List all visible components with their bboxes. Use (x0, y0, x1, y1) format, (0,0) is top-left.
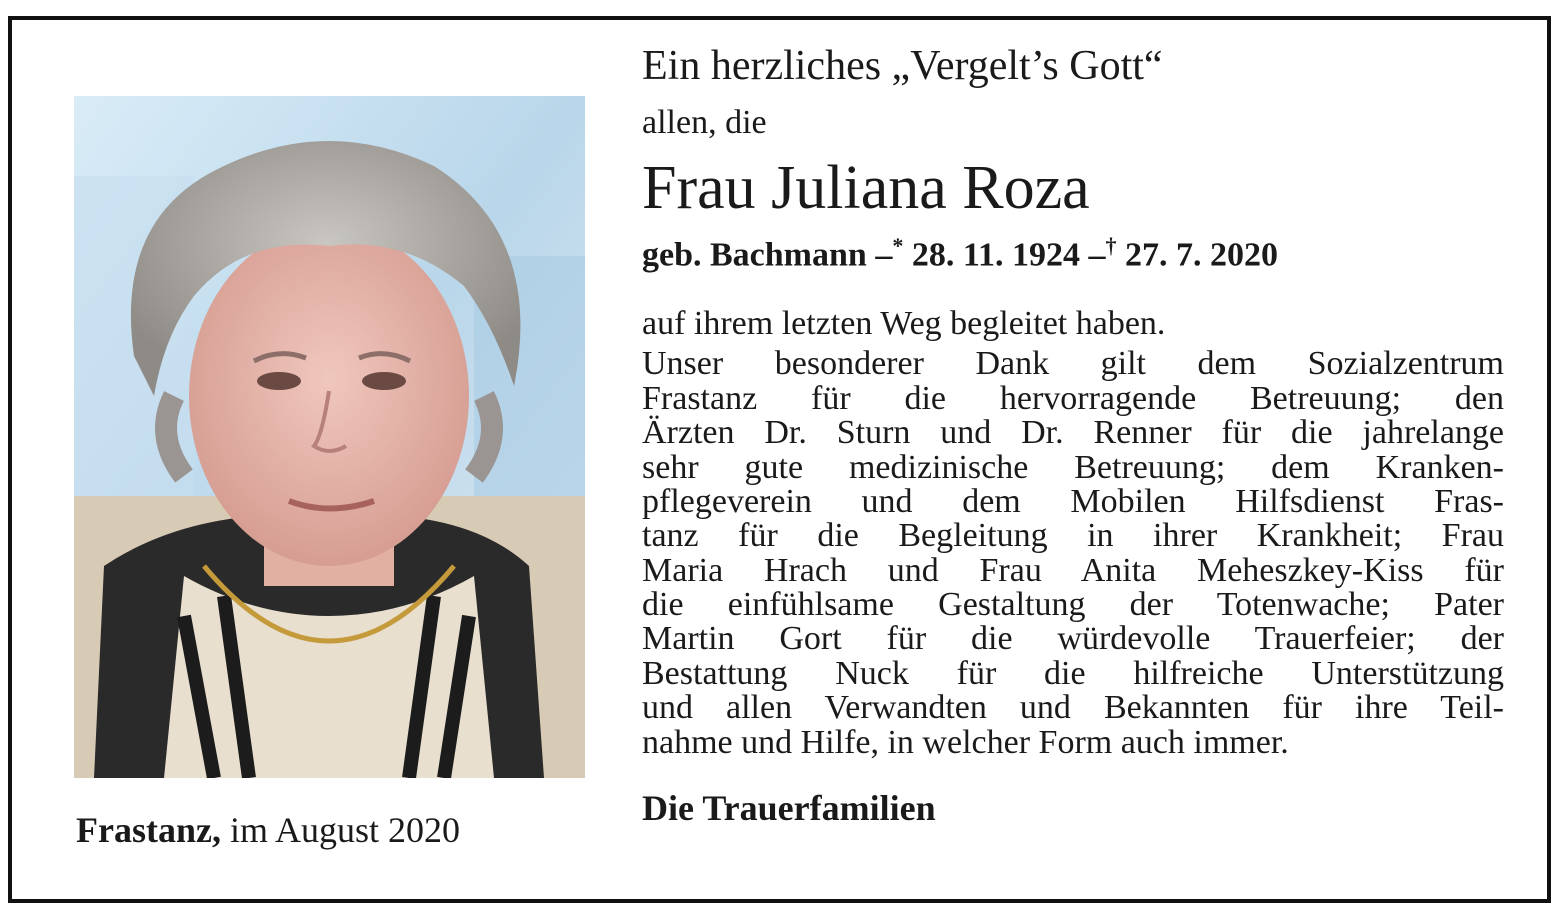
signature: Die Trauerfamilien (642, 788, 936, 829)
notice-text-column (642, 40, 1504, 832)
lead-sentence: auf ihrem letzten Weg begleitet haben. (642, 305, 1166, 343)
thanks-line: Martin Gort für die würdevolle Trauerfeier; der (642, 620, 1504, 658)
birth-date: 28. 11. 1924 (911, 236, 1080, 274)
place-date-line (76, 806, 460, 854)
birth-symbol: * (892, 233, 904, 258)
notice-heading: Ein herzliches „Vergelt’s Gott“ (642, 43, 1163, 89)
date: im August 2020 (229, 810, 460, 850)
maiden-name: geb. Bachmann (642, 236, 867, 274)
portrait-photo (74, 96, 585, 778)
notice-subheading: allen, die (642, 104, 767, 141)
thanks-line: Ärzten Dr. Sturn und Dr. Renner für die jahrelange (642, 414, 1504, 452)
thanks-line: und allen Verwandten und Bekannten für ihre Teil- (642, 689, 1504, 727)
thanks-paragraph (642, 347, 1504, 760)
thanks-line: pflegeverein und dem Mobilen Hilfsdienst Fras- (642, 482, 1504, 520)
thanks-line: Unser besonderer Dank gilt dem Sozialzentrum (642, 345, 1504, 383)
life-dates: geb. Bachmann –* 28. 11. 1924 –† 27. 7. 2020 (642, 233, 1278, 274)
thanks-line: nahme und Hilfe, in welcher Form auch immer. (642, 723, 1289, 761)
thanks-line: sehr gute medizinische Betreuung; dem Kranken- (642, 448, 1504, 486)
thanks-line: Frastanz für die hervorragende Betreuung; den (642, 379, 1504, 417)
thanks-line: Bestattung Nuck für die hilfreiche Unterstützung (642, 654, 1504, 692)
portrait-illustration (74, 96, 585, 778)
thanks-line: Maria Hrach und Frau Anita Meheszkey-Kiss für (642, 551, 1504, 589)
death-symbol: † (1105, 233, 1117, 258)
place: Frastanz, (76, 810, 221, 850)
death-date: 27. 7. 2020 (1124, 236, 1278, 274)
thanks-line: tanz für die Begleitung in ihrer Krankheit; Frau (642, 517, 1504, 555)
deceased-name: Frau Juliana Roza (642, 154, 1090, 222)
thanks-line: die einfühlsame Gestaltung der Totenwache; Pater (642, 586, 1504, 624)
